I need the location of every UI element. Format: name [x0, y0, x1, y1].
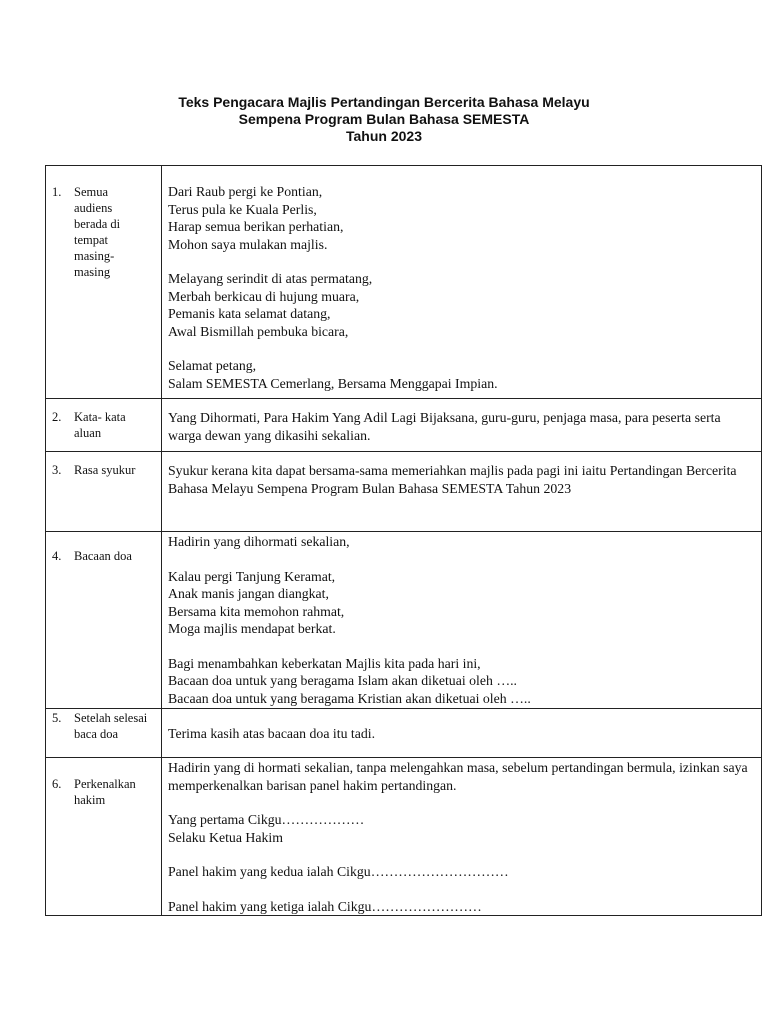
text-line: Selaku Ketua Hakim [168, 829, 283, 845]
item-label: Kata- kata aluan [74, 410, 126, 440]
text-line: Merbah berkicau di hujung muara, [168, 288, 360, 304]
text-line: Bacaan doa untuk yang beragama Kristian akan diketuai oleh ….. [168, 690, 531, 706]
item-cell [46, 709, 162, 758]
text-line: Panel hakim yang kedua ialah Cikgu………………………… [168, 864, 509, 879]
text-paragraph: Yang Dihormati, Para Hakim Yang Adil Lagi Bijaksana, guru-guru, penjaga masa, para peserta serta warga dewan yang dikasihi sekalian. [168, 410, 721, 443]
content-cell [162, 758, 762, 916]
text-line: Moga majlis mendapat berkat. [168, 621, 336, 636]
item-label: Rasa syukur [74, 463, 136, 477]
text-line: Mohon saya mulakan majlis. [168, 236, 328, 252]
text-paragraph: Terima kasih atas bacaan doa itu tadi. [168, 726, 376, 741]
content-cell [162, 709, 762, 758]
table-row [46, 709, 762, 758]
title-line-2: Sempena Program Bulan Bahasa SEMESTA [238, 111, 530, 127]
text-paragraph: Syukur kerana kita dapat bersama-sama memeriahkan majlis pada pagi ini iaitu Pertandingan Bercerita Bahasa Melayu Sempena Program Bulan Bahasa SEMESTA Tahun 2023 [168, 463, 737, 496]
text-line: Hadirin yang dihormati sekalian, [168, 534, 350, 549]
text-line: Harap semua berikan perhatian, [168, 219, 344, 234]
text-paragraph: Hadirin yang di hormati sekalian, tanpa melengahkan masa, sebelum pertandingan bermula, izinkan saya memperkenalkan barisan panel hakim pertandingan. [168, 760, 748, 793]
text-line: Bacaan doa untuk yang beragama Islam akan diketuai oleh ….. [168, 673, 518, 688]
text-line: Melayang serindit di atas permatang, [168, 271, 373, 286]
table-row [46, 758, 762, 916]
text-line: Bagi menambahkan keberkatan Majlis kita pada hari ini, [168, 655, 481, 671]
text-line: Pemanis kata selamat datang, [168, 306, 331, 321]
table-row [46, 452, 762, 532]
text-line: Dari Raub pergi ke Pontian, [168, 184, 323, 199]
item-label: Bacaan doa [74, 549, 132, 563]
item-number: 6. [52, 777, 62, 791]
item-number: 4. [52, 549, 62, 563]
document-title [0, 94, 768, 145]
item-cell [46, 399, 162, 452]
content-cell [162, 166, 762, 399]
text-line: Terus pula ke Kuala Perlis, [168, 201, 317, 217]
item-cell [46, 166, 162, 399]
item-label: Perkenalkan hakim [74, 777, 136, 807]
text-line: Yang pertama Cikgu……………… [168, 812, 365, 827]
table-row [46, 399, 762, 452]
item-number: 3. [52, 463, 62, 477]
text-line: Panel hakim yang ketiga ialah Cikgu…………………… [168, 898, 482, 914]
text-line: Anak manis jangan diangkat, [168, 586, 329, 601]
text-line: Selamat petang, [168, 358, 257, 373]
item-number: 1. [52, 185, 62, 199]
content-cell [162, 399, 762, 452]
item-label: Semua audiens berada di tempat masing-masing [74, 185, 121, 279]
item-cell [46, 452, 162, 532]
item-cell [46, 532, 162, 709]
item-label: Setelah selesai baca doa [74, 711, 148, 741]
content-cell [162, 532, 762, 709]
item-number: 2. [52, 410, 62, 424]
table-row [46, 532, 762, 709]
content-cell [162, 452, 762, 532]
text-line: Bersama kita memohon rahmat, [168, 603, 345, 619]
text-line: Awal Bismillah pembuka bicara, [168, 323, 349, 339]
title-line-3: Tahun 2023 [346, 128, 422, 144]
text-line: Kalau pergi Tanjung Keramat, [168, 568, 336, 584]
item-number: 5. [52, 711, 62, 725]
text-line: Salam SEMESTA Cemerlang, Bersama Menggapai Impian. [168, 375, 498, 391]
table-row [46, 166, 762, 399]
item-cell [46, 758, 162, 916]
script-table [45, 165, 762, 916]
title-line-1: Teks Pengacara Majlis Pertandingan Bercerita Bahasa Melayu [178, 94, 590, 110]
